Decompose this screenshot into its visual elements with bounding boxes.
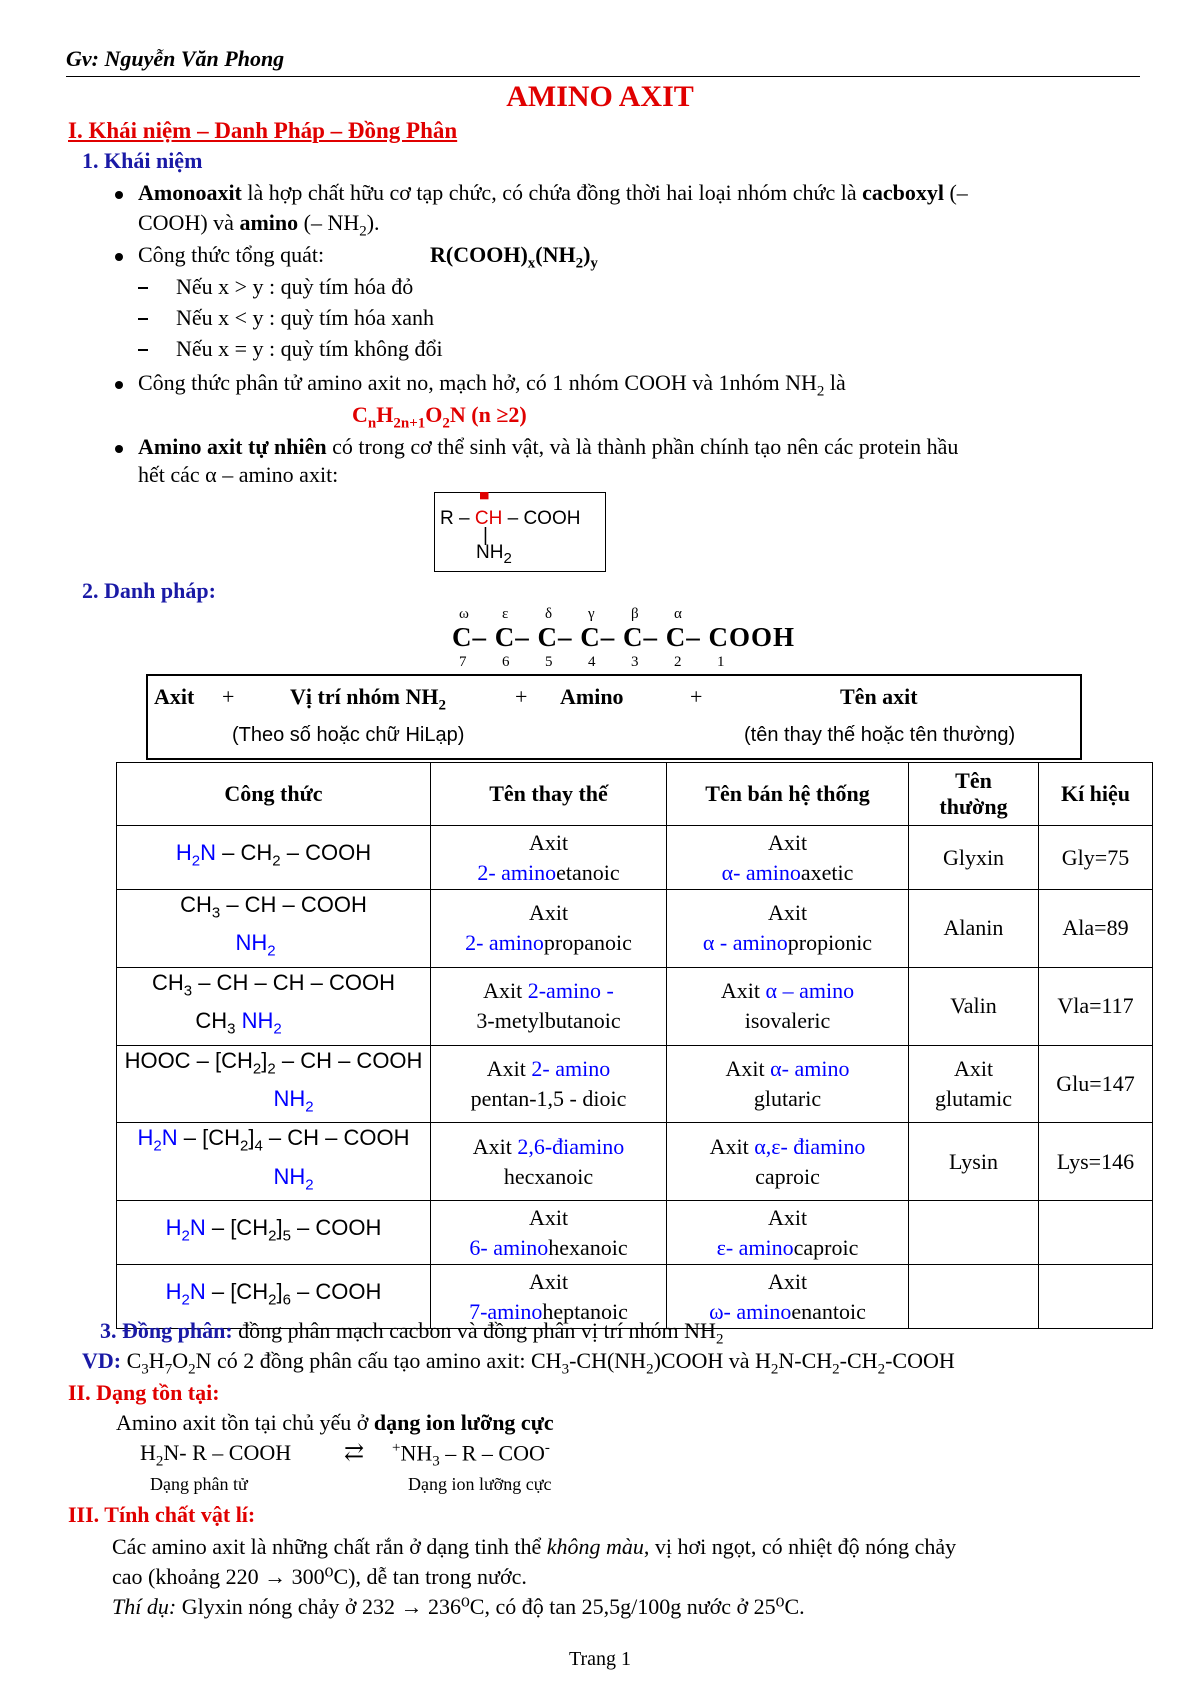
rule-x-gt-y: Nếu x > y : quỳ tím hóa đỏ [176, 274, 414, 299]
cell: Axit ε- aminocaproic [667, 1201, 909, 1265]
naming-plus: + [222, 684, 235, 709]
naming-plus: + [690, 684, 703, 709]
col-header: Tên thay thế [431, 763, 667, 826]
amino-acid-table [116, 762, 1153, 1329]
page-title: AMINO AXIT [506, 80, 694, 113]
chain-number: 6 [502, 654, 510, 670]
cell [909, 1201, 1039, 1265]
dash-mark [138, 349, 148, 351]
cell: Axit glutamic [909, 1045, 1039, 1123]
alpha-structure-main: R – CH – COOH [440, 508, 581, 529]
chain-number: 3 [631, 654, 639, 670]
naming-position: Vị trí nhóm $NH_2$ [290, 684, 446, 714]
label-molecular-form: Dạng phân tử [150, 1474, 248, 1494]
cell: Axit 2- amino pentan-1,5 - dioic [431, 1045, 667, 1123]
cell: Axit 2- aminoetanoic [431, 826, 667, 890]
page-number: Trang 1 [568, 1648, 632, 1670]
table-row [117, 967, 1153, 1045]
natural-amino-line-1: Amino axit tự nhiên có trong cơ thể sinh vật, và là thành phần chính tạo nên các protein hầu [138, 434, 959, 459]
greek-label: ω [459, 606, 469, 622]
naming-amino: Amino [560, 684, 624, 709]
chain-number: 5 [545, 654, 553, 670]
table-header-row [117, 763, 1153, 826]
table-row [117, 1123, 1153, 1201]
cell: Axit 7-aminoheptanoic [431, 1265, 667, 1329]
molecular-formula: $C_nH_{2n+1}O_2N$ (n ≥2) [352, 402, 527, 432]
table-row [117, 890, 1153, 968]
cell: Gly=75 [1039, 826, 1153, 890]
naming-note-left: (Theo số hoặc chữ HiLạp) [232, 724, 465, 746]
example-line: VD: $C_3H_7O_2N$ có 2 đồng phân cấu tạo amino axit: $CH_3-CH(NH_2)COOH$ và $H_2N-CH_2-CH_2$-COOH [82, 1348, 955, 1378]
cell [1039, 1265, 1153, 1329]
cell: Valin [909, 967, 1039, 1045]
cell: Axit α – amino isovaleric [667, 967, 909, 1045]
cell: Axit α - aminopropionic [667, 890, 909, 968]
bullet-dot [115, 445, 123, 453]
subsection-danh-phap: 2. Danh pháp: [82, 578, 216, 603]
formula-cell: $H_2N - [CH_2]_6$ – COOH [117, 1265, 431, 1329]
col-header: Kí hiệu [1039, 763, 1153, 826]
chain-number: 1 [717, 654, 725, 670]
cell: Axit 2- aminopropanoic [431, 890, 667, 968]
bullet-dot [115, 191, 123, 199]
chain-number: 2 [674, 654, 682, 670]
cell: Glyxin [909, 826, 1039, 890]
isomer-line: 3. Đồng phân: đồng phân mạch cacbon và đồng phân vị trí nhóm $NH_2$ [100, 1318, 724, 1348]
bullet-dot [115, 253, 123, 261]
cell: Vla=117 [1039, 967, 1153, 1045]
cell [1039, 1201, 1153, 1265]
cell: Axit α- aminoaxetic [667, 826, 909, 890]
table-row [117, 826, 1153, 890]
equilibrium-right: $^+NH_3$ – R – COO- [392, 1440, 550, 1470]
equilibrium-left: $H_2N-$ R – COOH [140, 1440, 292, 1470]
teacher-header: Gv: Nguyễn Văn Phong [66, 46, 285, 71]
cell: Alanin [909, 890, 1039, 968]
alpha-structure-nh2: $NH_2$ [476, 542, 512, 567]
cell: Ala=89 [1039, 890, 1153, 968]
naming-note-right: (tên thay thế hoặc tên thường) [744, 724, 1016, 746]
rule-x-eq-y: Nếu x = y : quỳ tím không đổi [176, 336, 443, 361]
physical-example: Thí dụ: Glyxin nóng chảy ở 232 → 236⁰C, có độ tan 25,5g/100g nước ở 25⁰C. [112, 1594, 805, 1619]
col-header: Tên thường [909, 763, 1039, 826]
general-formula: $R(COOH)_x(NH_2)_y$ [430, 242, 598, 272]
dash-mark [138, 318, 148, 320]
cell: Axit ω- aminoenantoic [667, 1265, 909, 1329]
rule-x-lt-y: Nếu x < y : quỳ tím hóa xanh [176, 305, 435, 330]
alpha-marker: ▀ [480, 492, 489, 506]
zwitterion-text: Amino axit tồn tại chủ yếu ở dạng ion lưỡng cực [116, 1410, 554, 1435]
def-line-2: COOH) và amino (– $NH_2$). [138, 210, 380, 240]
molecular-formula-text: Công thức phân tử amino axit no, mạch hở, có 1 nhóm COOH và 1nhóm $NH_2$ là [138, 370, 846, 400]
greek-label: β [631, 606, 639, 622]
cell: Lys=146 [1039, 1123, 1153, 1201]
chain-formula: C– C– C– C– C– C– COOH [452, 622, 795, 652]
naming-axit: Axit [154, 684, 195, 709]
cell: Axit α- amino glutaric [667, 1045, 909, 1123]
formula-cell: $H_2N - CH_2$ – COOH [117, 826, 431, 890]
naming-plus: + [515, 684, 528, 709]
greek-label: α [674, 606, 682, 622]
alpha-structure-bond: | [483, 525, 488, 546]
table-row [117, 1045, 1153, 1123]
formula-cell: HOOC – $[CH_2]_2$ – CH – COOH $NH_2$ [117, 1045, 431, 1123]
general-formula-label: Công thức tổng quát: [138, 242, 325, 267]
equilibrium-arrow: ⇄ [344, 1440, 365, 1466]
cell: Axit 2,6-điamino hecxanoic [431, 1123, 667, 1201]
formula-cell: $CH_3$ – CH – CH – COOH $CH_3$ $NH_2$ [117, 967, 431, 1045]
def-line-1: Amonoaxit là hợp chất hữu cơ tạp chức, có chứa đồng thời hai loại nhóm chức là cacboxyl (– [138, 180, 968, 205]
greek-label: δ [545, 606, 553, 622]
section-2-heading: II. Dạng tồn tại: [68, 1380, 220, 1405]
greek-label: ε [502, 606, 509, 622]
greek-label: γ [588, 606, 595, 622]
physical-line-1: Các amino axit là những chất rắn ở dạng tinh thể không màu, vị hơi ngọt, có nhiệt độ nóng chảy [112, 1534, 957, 1559]
naming-acid-name: Tên axit [840, 684, 918, 709]
formula-cell: $H_2N - [CH_2]_5$ – COOH [117, 1201, 431, 1265]
header-rule [66, 76, 1140, 77]
section-1-heading: I. Khái niệm – Danh Pháp – Đồng Phân [68, 118, 458, 143]
cell: Axit α,ε- điamino caproic [667, 1123, 909, 1201]
formula-cell: $H_2N - [CH_2]_4$ – CH – COOH $NH_2$ [117, 1123, 431, 1201]
alpha-amino-structure-box [434, 492, 606, 572]
formula-cell: $CH_3$ – CH – COOH $NH_2$ [117, 890, 431, 968]
cell: Axit 6- aminohexanoic [431, 1201, 667, 1265]
natural-amino-line-2: hết các α – amino axit: [138, 462, 339, 487]
chain-number: 4 [588, 654, 596, 670]
col-header: Tên bán hệ thống [667, 763, 909, 826]
section-3-heading: III. Tính chất vật lí: [68, 1502, 256, 1527]
subsection-khai-niem: 1. Khái niệm [82, 148, 203, 173]
chain-number: 7 [459, 654, 467, 670]
dash-mark [138, 287, 148, 289]
label-ionic-form: Dạng ion lưỡng cực [408, 1474, 552, 1494]
table-row [117, 1201, 1153, 1265]
cell: Lysin [909, 1123, 1039, 1201]
cell [909, 1265, 1039, 1329]
physical-line-2: cao (khoảng 220 → 300⁰C), dễ tan trong nước. [112, 1564, 527, 1589]
cell: Glu=147 [1039, 1045, 1153, 1123]
bullet-dot [115, 381, 123, 389]
col-header: Công thức [117, 763, 431, 826]
cell: Axit 2-amino - 3-metylbutanoic [431, 967, 667, 1045]
